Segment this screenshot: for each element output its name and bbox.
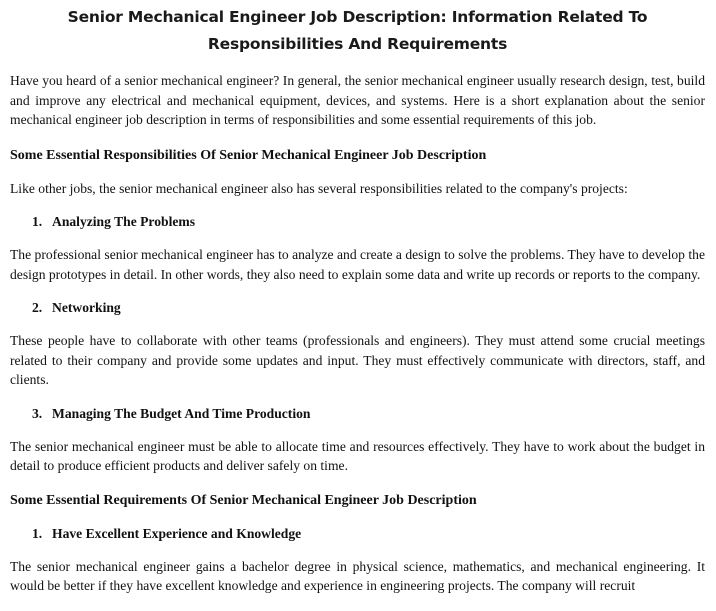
requirement-1-title: Have Excellent Experience and Knowledge [52,525,302,541]
responsibilities-lead: Like other jobs, the senior mechanical engineer also has several responsibilities related to the company's projects: [10,180,628,196]
responsibility-1-text: The professional senior mechanical engineer has to analyze and create a design to solve the problems. They have to develop the design prototypes in detail. In other words, they also need to explain some data and write up records or reports to the company. [10,247,705,282]
page-title: Senior Mechanical Engineer Job Description: Information Related To Responsibilities And Requirements [67,8,648,53]
requirement-1-number: 1. [32,525,43,541]
responsibility-1-title: Analyzing The Problems [52,214,195,229]
responsibility-2-text: These people have to collaborate with other teams (professionals and engineers). They must attend some crucial meetings related to their company and provide some updates and input. They must effectively communicate with directors, staff, and clients. [10,333,705,387]
intro-paragraph: Have you heard of a senior mechanical engineer? In general, the senior mechanical engineer usually research design, test, build and improve any electrical and mechanical equipment, devices, and systems. Here is a short explanation about the senior mechanical engineer job description in terms of responsibilities and some essential requirements of this job. [10,73,705,127]
responsibility-1-heading [32,212,705,231]
requirements-heading: Some Essential Requirements Of Senior Mechanical Engineer Job Description [10,492,477,508]
responsibility-3-text: The senior mechanical engineer must be able to allocate time and resources effectively. They have to work about the budget in detail to produce efficient products and deliver safely on time. [10,438,705,473]
document-page [10,0,705,596]
responsibility-2-heading [32,298,705,317]
responsibilities-heading: Some Essential Responsibilities Of Senior Mechanical Engineer Job Description [10,147,487,163]
responsibility-3-heading [32,404,705,423]
requirement-1-heading [32,524,705,543]
responsibility-1-number: 1. [32,214,43,229]
responsibility-2-number: 2. [32,300,43,315]
requirement-1-text: The senior mechanical engineer gains a bachelor degree in physical science, mathematics, and mechanical engineering. It would be better if they have excellent knowledge and experience in engineering projects. The company will recruit [10,558,705,593]
responsibility-3-number: 3. [32,405,43,421]
responsibility-2-title: Networking [52,300,121,315]
responsibility-3-title: Managing The Budget And Time Production [52,405,311,421]
